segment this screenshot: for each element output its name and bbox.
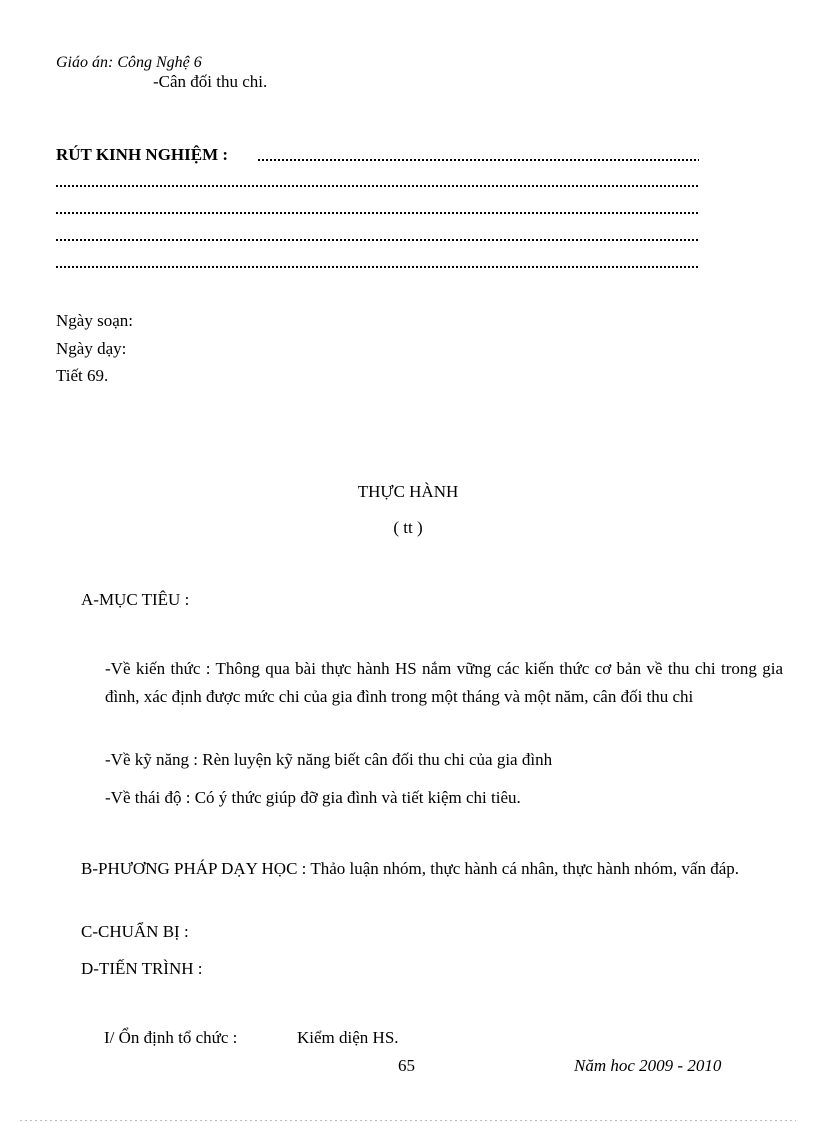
document-header-title: Giáo án: Công Nghệ 6	[56, 54, 202, 71]
objective-knowledge: -Về kiến thức : Thông qua bài thực hành HS nắm vững các kiến thức cơ bản về thu chi trong gia đình, xác định được mức chi của gia đình trong một tháng và một năm, cân đối thu chi	[105, 659, 783, 706]
procedure-heading: D-TIẾN TRÌNH :	[81, 959, 203, 978]
procedure-step1-value: Kiểm diện HS.	[297, 1028, 399, 1047]
review-label: RÚT KINH NGHIỆM :	[56, 145, 229, 164]
objective-skills: -Về kỹ năng : Rèn luyện kỹ năng biết cân đối thu chi của gia đình	[105, 750, 553, 769]
objectives-heading: A-MỤC TIÊU :	[81, 590, 190, 609]
lesson-subtitle: ( tt )	[393, 518, 423, 537]
procedure-step1-label: I/ Ổn định tổ chức :	[104, 1028, 238, 1047]
review-dotted-line	[56, 185, 699, 187]
footer-school-year: Năm hoc 2009 - 2010	[574, 1056, 722, 1075]
date-prepared: Ngày soạn:	[56, 311, 133, 330]
objective-attitude: -Về thái độ : Có ý thức giúp đỡ gia đình và tiết kiệm chi tiêu.	[105, 788, 521, 807]
date-taught: Ngày dạy:	[56, 339, 127, 358]
previous-lesson-line: -Cân đối thu chi.	[153, 72, 268, 91]
page-bottom-rule	[20, 1120, 796, 1121]
review-dotted-line	[56, 239, 699, 241]
period-number: Tiết 69.	[56, 366, 109, 385]
review-dotted-line	[56, 266, 699, 268]
page-number: 65	[398, 1056, 415, 1075]
teaching-methods: B-PHƯƠNG PHÁP DẠY HỌC : Thảo luận nhóm, thực hành cá nhân, thực hành nhóm, vấn đáp.	[81, 859, 740, 878]
review-dotted-line	[56, 212, 699, 214]
review-dotted-line	[258, 159, 699, 161]
preparation-heading: C-CHUẨN BỊ :	[81, 922, 189, 941]
lesson-title: THỰC HÀNH	[357, 482, 459, 501]
